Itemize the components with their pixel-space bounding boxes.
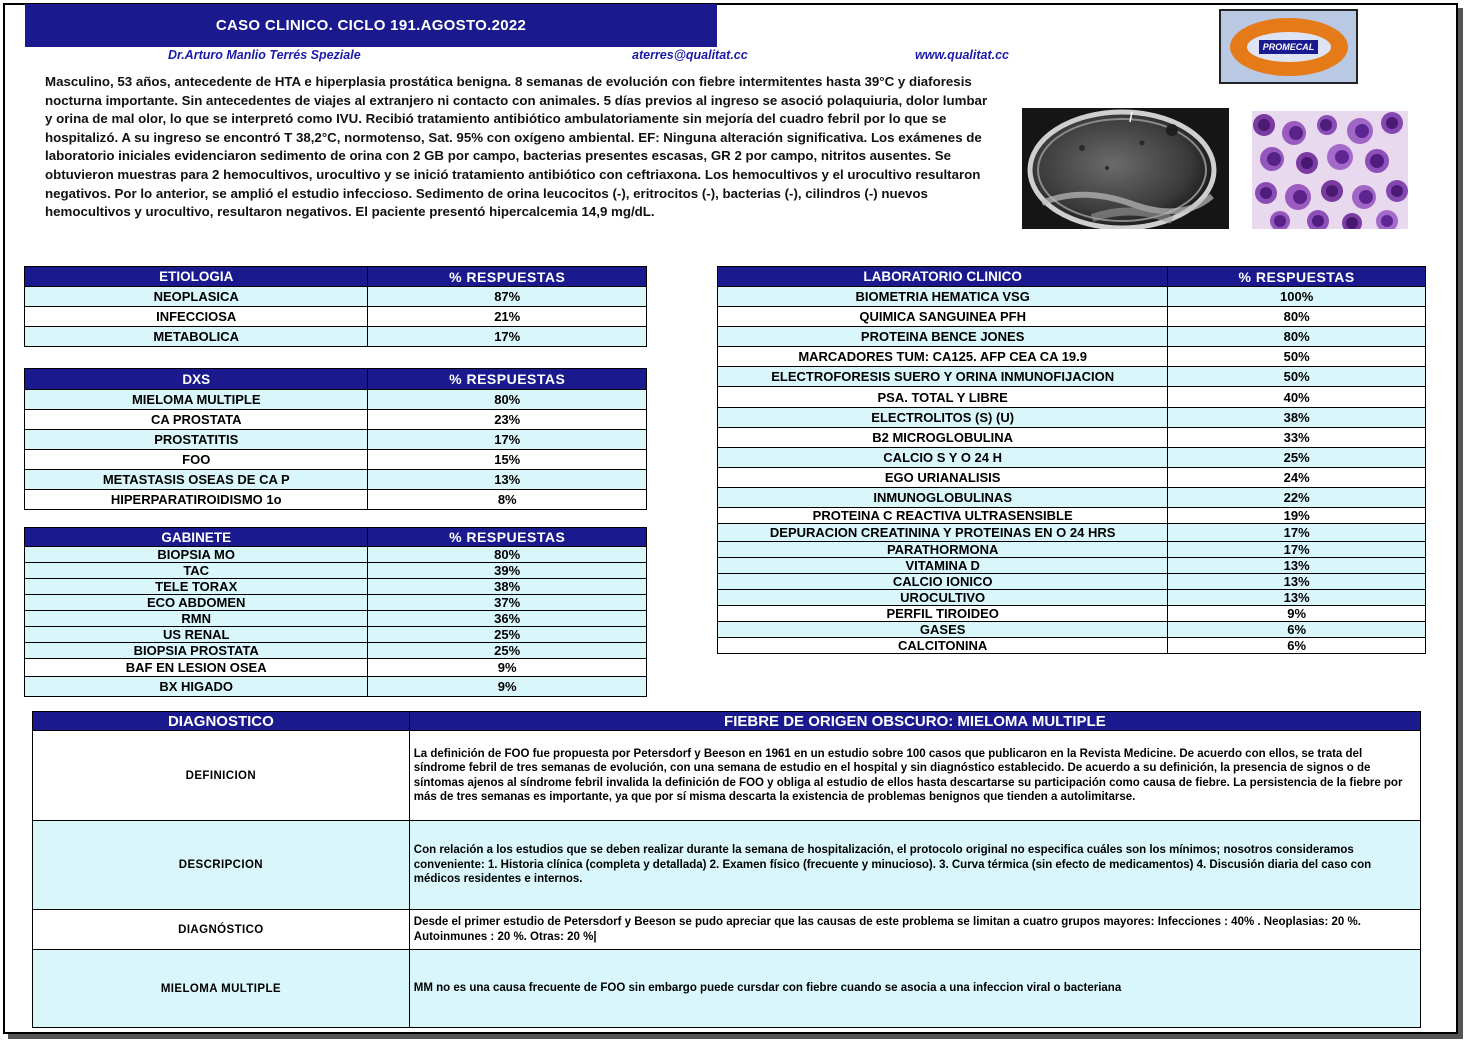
row-value: 37% bbox=[368, 595, 647, 611]
row-label: CALCITONINA bbox=[718, 638, 1168, 654]
table-row bbox=[25, 611, 647, 627]
row-value: 6% bbox=[1168, 638, 1426, 654]
row-label: PSA. TOTAL Y LIBRE bbox=[718, 387, 1168, 408]
row-label: METABOLICA bbox=[25, 327, 368, 347]
row-value: 17% bbox=[368, 327, 647, 347]
table-row bbox=[718, 408, 1426, 428]
row-value: 13% bbox=[1168, 558, 1426, 574]
bone-marrow-smear-image bbox=[1252, 111, 1408, 229]
row-label: TAC bbox=[25, 563, 368, 579]
table-row bbox=[718, 468, 1426, 488]
gabinete-header: GABINETE bbox=[25, 528, 368, 547]
row-value: 25% bbox=[1168, 448, 1426, 468]
table-row bbox=[25, 595, 647, 611]
row-label: UROCULTIVO bbox=[718, 590, 1168, 606]
row-value: 8% bbox=[368, 490, 647, 510]
table-row bbox=[718, 558, 1426, 574]
table-row bbox=[25, 643, 647, 659]
case-description: Masculino, 53 años, antecedente de HTA e hiperplasia prostática benigna. 8 semanas de evolución con fiebre intermitentes hasta 39°C y diaforesis nocturna importante. Sin antecedentes de viajes al extranjero ni contacto con animales. 5 días previos al ingreso se asoció polaquiuria, dolor lumbar y orina de mal olor, lo que se interpretó como IVU. Recibió tratamiento antibiótico ambulatoriamente sin mejoría del cuadro febril por lo que se hospitalizó. A su ingreso se encontró T 38,2°C, normotenso, Sat. 95% con oxígeno ambiental. EF: Ninguna alteración significativa. Los exámenes de laboratorio iniciales evidenciaron sedimento de orina con 2 GB por campo, bacterias presentes escasas, GR 2 por campo, nitritos ausentes. Se obtuvieron muestras para 2 hemocultivos, urocultivo y se inició tratamiento antibiótico con ceftriaxona. Los hemocultivos y el urocultivo resultaron negativos. Por lo anterior, se amplió el estudio infeccioso. Sedimento de orina leucocitos (-), eritrocitos (-), bacterias (-), cilindros (-) nuevos hemocultivos y urocultivo, resultaron negativos. El paciente presentó hipercalcemia 14,9 mg/dL. bbox=[45, 74, 988, 220]
row-label: CA PROSTATA bbox=[25, 410, 368, 430]
website-link[interactable]: www.qualitat.cc bbox=[915, 48, 1010, 62]
diagnostico-header: DIAGNOSTICO bbox=[33, 712, 410, 731]
table-row bbox=[25, 430, 647, 450]
laboratorio-table bbox=[717, 266, 1426, 654]
author-name: Dr.Arturo Manlio Terrés Speziale bbox=[168, 48, 361, 62]
row-value: 23% bbox=[368, 410, 647, 430]
table-row bbox=[33, 821, 1421, 910]
table-row bbox=[718, 508, 1426, 524]
row-label: PROSTATITIS bbox=[25, 430, 368, 450]
table-row bbox=[33, 950, 1421, 1028]
row-label: FOO bbox=[25, 450, 368, 470]
row-value: 6% bbox=[1168, 622, 1426, 638]
row-text: Con relación a los estudios que se deben realizar durante la semana de hospitalización, el protocolo original no especifica cuáles son los mínimos; nosotros consideramos conveniente: 1. Historia clínica (completa y detallada) 2. Examen físico (frecuente y minucioso). 3. Curva térmica (sin efecto de medicamentos) 4. Discusión diaria del caso con médicos residentes e internos. bbox=[409, 821, 1420, 910]
table-row bbox=[718, 622, 1426, 638]
row-label: BIOMETRIA HEMATICA VSG bbox=[718, 287, 1168, 307]
row-value: 87% bbox=[368, 287, 647, 307]
row-label: BX HIGADO bbox=[25, 677, 368, 697]
row-label: VITAMINA D bbox=[718, 558, 1168, 574]
row-label: ELECTROFORESIS SUERO Y ORINA INMUNOFIJACION bbox=[718, 367, 1168, 387]
diagnostico-table bbox=[32, 711, 1421, 1028]
row-value: 17% bbox=[368, 430, 647, 450]
promecal-logo bbox=[1219, 9, 1358, 84]
row-label: PERFIL TIROIDEO bbox=[718, 606, 1168, 622]
row-label: B2 MICROGLOBULINA bbox=[718, 428, 1168, 448]
row-value: 39% bbox=[368, 563, 647, 579]
row-text: Desde el primer estudio de Petersdorf y Beeson se pudo apreciar que las causas de este problema se limitan a cuatro grupos mayores: Infecciones : 40% . Neoplasias: 20 %. Autoinmunes : 20 %. Otras: 20 %| bbox=[409, 910, 1420, 950]
row-value: 25% bbox=[368, 643, 647, 659]
row-label: TELE TORAX bbox=[25, 579, 368, 595]
table-row bbox=[25, 410, 647, 430]
gabinete-pct-header: % RESPUESTAS bbox=[368, 528, 647, 547]
row-value: 25% bbox=[368, 627, 647, 643]
row-value: 17% bbox=[1168, 524, 1426, 542]
dxs-table bbox=[24, 368, 647, 510]
laboratorio-header: LABORATORIO CLINICO bbox=[718, 267, 1168, 287]
row-value: 19% bbox=[1168, 508, 1426, 524]
row-value: 80% bbox=[1168, 327, 1426, 347]
row-label: EGO URIANALISIS bbox=[718, 468, 1168, 488]
row-value: 13% bbox=[368, 470, 647, 490]
table-row bbox=[718, 542, 1426, 558]
table-row bbox=[25, 470, 647, 490]
row-label: BIOPSIA MO bbox=[25, 547, 368, 563]
row-label: BIOPSIA PROSTATA bbox=[25, 643, 368, 659]
row-value: 21% bbox=[368, 307, 647, 327]
dxs-header: DXS bbox=[25, 369, 368, 390]
skull-xray-image bbox=[1022, 108, 1229, 229]
row-label: RMN bbox=[25, 611, 368, 627]
row-label: NEOPLASICA bbox=[25, 287, 368, 307]
table-row bbox=[25, 327, 647, 347]
row-label: DEFINICION bbox=[33, 731, 410, 821]
etiologia-pct-header: % RESPUESTAS bbox=[368, 267, 647, 287]
table-row bbox=[718, 307, 1426, 327]
dxs-pct-header: % RESPUESTAS bbox=[368, 369, 647, 390]
row-value: 9% bbox=[1168, 606, 1426, 622]
row-value: 22% bbox=[1168, 488, 1426, 508]
row-label: MARCADORES TUM: CA125. AFP CEA CA 19.9 bbox=[718, 347, 1168, 367]
table-row bbox=[718, 347, 1426, 367]
row-value: 9% bbox=[368, 677, 647, 697]
diagnostico-title-header: FIEBRE DE ORIGEN OBSCURO: MIELOMA MULTIPLE bbox=[409, 712, 1420, 731]
etiologia-table bbox=[24, 266, 647, 347]
row-value: 38% bbox=[1168, 408, 1426, 428]
row-value: 80% bbox=[368, 390, 647, 410]
table-row bbox=[718, 287, 1426, 307]
row-value: 33% bbox=[1168, 428, 1426, 448]
row-value: 13% bbox=[1168, 574, 1426, 590]
table-row bbox=[718, 574, 1426, 590]
logo-text: PROMECAL bbox=[1259, 40, 1319, 54]
table-row bbox=[718, 524, 1426, 542]
row-label: US RENAL bbox=[25, 627, 368, 643]
row-value: 13% bbox=[1168, 590, 1426, 606]
row-label: DIAGNÓSTICO bbox=[33, 910, 410, 950]
table-row bbox=[718, 367, 1426, 387]
row-label: DEPURACION CREATININA Y PROTEINAS EN O 24 HRS bbox=[718, 524, 1168, 542]
email-link[interactable]: aterres@qualitat.cc bbox=[632, 48, 748, 62]
row-value: 50% bbox=[1168, 367, 1426, 387]
table-row bbox=[718, 606, 1426, 622]
row-value: 24% bbox=[1168, 468, 1426, 488]
row-label: QUIMICA SANGUINEA PFH bbox=[718, 307, 1168, 327]
row-label: DESCRIPCION bbox=[33, 821, 410, 910]
table-row bbox=[25, 390, 647, 410]
row-label: MIELOMA MULTIPLE bbox=[33, 950, 410, 1028]
table-row bbox=[25, 450, 647, 470]
table-row bbox=[25, 563, 647, 579]
row-value: 36% bbox=[368, 611, 647, 627]
row-label: ELECTROLITOS (S) (U) bbox=[718, 408, 1168, 428]
table-row bbox=[25, 490, 647, 510]
row-value: 50% bbox=[1168, 347, 1426, 367]
row-label: GASES bbox=[718, 622, 1168, 638]
table-row bbox=[718, 488, 1426, 508]
row-text: MM no es una causa frecuente de FOO sin embargo puede cursdar con fiebre cuando se asocia a una infeccion viral o bacteriana bbox=[409, 950, 1420, 1028]
table-row bbox=[25, 677, 647, 697]
row-value: 80% bbox=[368, 547, 647, 563]
row-value: 80% bbox=[1168, 307, 1426, 327]
row-value: 15% bbox=[368, 450, 647, 470]
laboratorio-pct-header: % RESPUESTAS bbox=[1168, 267, 1426, 287]
row-text: La definición de FOO fue propuesta por Petersdorf y Beeson en 1961 en un estudio sobre 100 casos que publicaron en la Revista Medicine. De acuerdo con ellos, se trata del síndrome febril de tres semanas de evolución, con una semana de estudio en el hospital y sin diagnóstico establecido. De acuerdo a su definición, la presencia de signos o de síntomas ajenos al síndrome febril invalida la definición de FOO y obliga al estudio de ellos hasta descartarse su participación como causa de fiebre. La persistencia de la fiebre por más de tres semanas es importante, ya que por sí misma descarta la existencia de problemas benignos que tienden a autolimitarse. bbox=[409, 731, 1420, 821]
table-row bbox=[25, 627, 647, 643]
row-label: CALCIO IONICO bbox=[718, 574, 1168, 590]
row-label: MIELOMA MULTIPLE bbox=[25, 390, 368, 410]
row-label: BAF EN LESION OSEA bbox=[25, 659, 368, 677]
row-value: 40% bbox=[1168, 387, 1426, 408]
table-row bbox=[718, 590, 1426, 606]
row-label: PROTEINA BENCE JONES bbox=[718, 327, 1168, 347]
row-value: 9% bbox=[368, 659, 647, 677]
table-row bbox=[25, 547, 647, 563]
table-row bbox=[25, 579, 647, 595]
row-label: INMUNOGLOBULINAS bbox=[718, 488, 1168, 508]
row-value: 38% bbox=[368, 579, 647, 595]
row-label: PROTEINA C REACTIVA ULTRASENSIBLE bbox=[718, 508, 1168, 524]
table-row bbox=[718, 428, 1426, 448]
table-row bbox=[25, 659, 647, 677]
table-row bbox=[33, 910, 1421, 950]
table-row bbox=[718, 448, 1426, 468]
row-value: 17% bbox=[1168, 542, 1426, 558]
table-row bbox=[718, 327, 1426, 347]
etiologia-header: ETIOLOGIA bbox=[25, 267, 368, 287]
table-row bbox=[718, 638, 1426, 654]
row-label: PARATHORMONA bbox=[718, 542, 1168, 558]
row-label: CALCIO S Y O 24 H bbox=[718, 448, 1168, 468]
row-label: METASTASIS OSEAS DE CA P bbox=[25, 470, 368, 490]
row-label: HIPERPARATIROIDISMO 1o bbox=[25, 490, 368, 510]
gabinete-table bbox=[24, 527, 647, 697]
table-row bbox=[25, 287, 647, 307]
table-row bbox=[25, 307, 647, 327]
table-row bbox=[33, 731, 1421, 821]
page-title: CASO CLINICO. CICLO 191.AGOSTO.2022 bbox=[25, 4, 717, 47]
table-row bbox=[718, 387, 1426, 408]
row-label: INFECCIOSA bbox=[25, 307, 368, 327]
row-value: 100% bbox=[1168, 287, 1426, 307]
row-label: ECO ABDOMEN bbox=[25, 595, 368, 611]
